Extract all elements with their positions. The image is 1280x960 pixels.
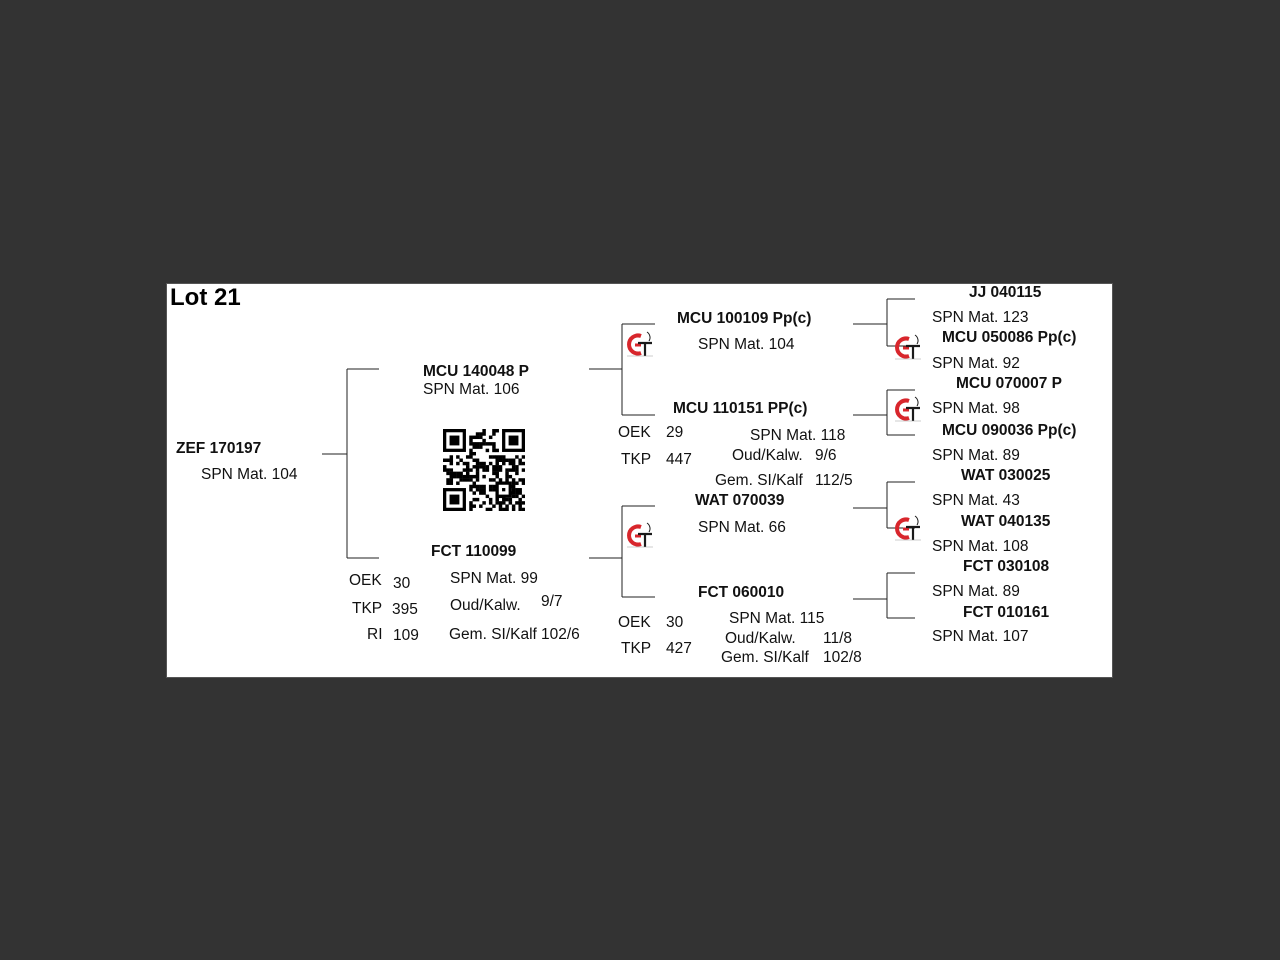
dam-ri-label: RI (367, 626, 383, 643)
dam-dam-oek-value: 30 (666, 614, 684, 631)
pedigree-document (166, 283, 1113, 678)
dam-dam-spn: SPN Mat. 115 (729, 610, 825, 627)
ggp-id: WAT 040135 (961, 513, 1051, 530)
ggp-id: FCT 030108 (963, 558, 1050, 575)
gt-logo-icon (893, 394, 923, 426)
sire-dam-gem-value: 112/5 (815, 472, 853, 489)
dam-dam-gem-label: Gem. SI/Kalf (721, 649, 809, 666)
ggp-spn: SPN Mat. 43 (932, 492, 1020, 509)
sire-dam-gem-label: Gem. SI/Kalf (715, 472, 803, 489)
dam-tkp-label: TKP (352, 600, 383, 617)
dam-dam-id: FCT 060010 (698, 584, 785, 601)
dam-spn: SPN Mat. 99 (450, 570, 538, 587)
ggp-id: MCU 070007 P (956, 375, 1062, 392)
ggp-id: WAT 030025 (961, 467, 1051, 484)
subject-id: ZEF 170197 (176, 440, 262, 457)
sire-id: MCU 140048 P (423, 363, 529, 380)
dam-id: FCT 110099 (431, 543, 517, 560)
sire-sire-id: MCU 100109 Pp(c) (677, 310, 812, 327)
dam-gem-value: 102/6 (541, 626, 580, 643)
dam-dam-tkp-label: TKP (621, 640, 652, 657)
ggp-spn: SPN Mat. 89 (932, 447, 1020, 464)
dam-sire-spn: SPN Mat. 66 (698, 519, 786, 536)
ggp-spn: SPN Mat. 108 (932, 538, 1029, 555)
sire-dam-oek-value: 29 (666, 424, 684, 441)
dam-tkp-value: 395 (392, 601, 418, 618)
ggp-spn: SPN Mat. 107 (932, 628, 1029, 645)
dam-dam-oek-label: OEK (618, 614, 651, 631)
ggp-id: MCU 050086 Pp(c) (942, 329, 1077, 346)
dam-dam-tkp-value: 427 (666, 640, 692, 657)
sire-dam-oud-value: 9/6 (815, 447, 837, 464)
sire-dam-id: MCU 110151 PP(c) (673, 400, 808, 417)
lot-title: Lot 21 (170, 284, 241, 311)
sire-dam-spn: SPN Mat. 118 (750, 427, 846, 444)
dam-gem-label: Gem. SI/Kalf (449, 626, 537, 643)
sire-dam-oud-label: Oud/Kalw. (732, 447, 803, 464)
gt-logo-icon (893, 332, 923, 364)
sire-sire-spn: SPN Mat. 104 (698, 336, 795, 353)
dam-oud-label: Oud/Kalw. (450, 597, 521, 614)
dam-oek-label: OEK (349, 572, 382, 589)
dam-sire-id: WAT 070039 (695, 492, 785, 509)
dam-dam-oud-label: Oud/Kalw. (725, 630, 796, 647)
sire-dam-tkp-label: TKP (621, 451, 652, 468)
ggp-spn: SPN Mat. 123 (932, 309, 1029, 326)
ggp-id: FCT 010161 (963, 604, 1050, 621)
sire-dam-oek-label: OEK (618, 424, 651, 441)
qr-code (443, 429, 525, 511)
dam-dam-oud-value: 11/8 (823, 630, 853, 647)
sire-spn: SPN Mat. 106 (423, 381, 520, 398)
dam-oud-value: 9/7 (541, 593, 563, 610)
gt-logo-icon (625, 329, 655, 361)
ggp-spn: SPN Mat. 92 (932, 355, 1020, 372)
ggp-id: JJ 040115 (969, 284, 1042, 301)
gt-logo-icon (625, 520, 655, 552)
ggp-spn: SPN Mat. 89 (932, 583, 1020, 600)
dam-oek-value: 30 (393, 575, 411, 592)
ggp-id: MCU 090036 Pp(c) (942, 422, 1077, 439)
ggp-spn: SPN Mat. 98 (932, 400, 1020, 417)
dam-ri-value: 109 (393, 627, 419, 644)
gt-logo-icon (893, 513, 923, 545)
subject-spn: SPN Mat. 104 (201, 466, 298, 483)
dam-dam-gem-value: 102/8 (823, 649, 862, 666)
sire-dam-tkp-value: 447 (666, 451, 692, 468)
